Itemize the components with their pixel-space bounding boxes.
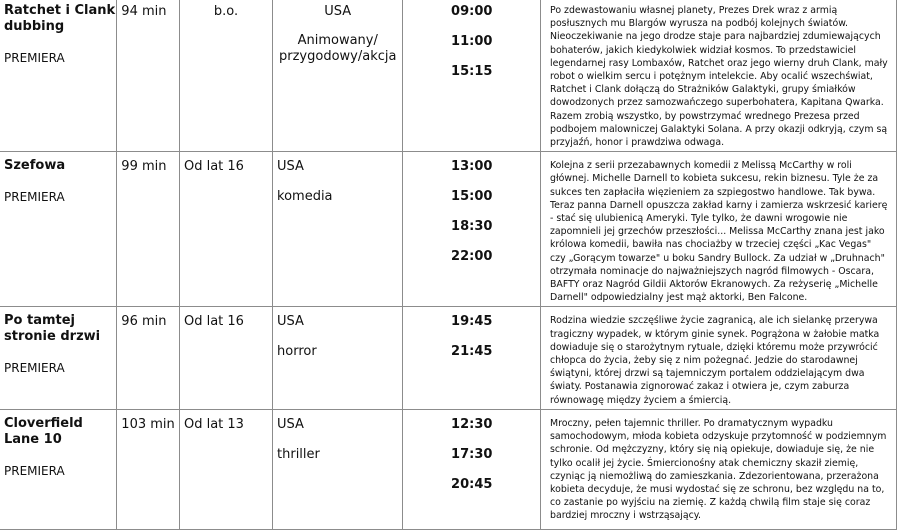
showtime[interactable]: 20:45	[451, 476, 493, 492]
showtime[interactable]: 13:00	[451, 159, 493, 175]
movie-country: USA	[324, 4, 352, 19]
age-cell	[179, 152, 272, 307]
showtime[interactable]: 15:15	[451, 64, 493, 79]
showtime[interactable]: 19:45	[451, 314, 493, 330]
showtime[interactable]: 18:30	[451, 219, 493, 235]
age-rating: b.o.	[213, 4, 239, 19]
title-cell	[0, 307, 117, 409]
genre-cell	[273, 0, 403, 152]
movie-duration: 103 min	[121, 416, 175, 432]
movie-duration: 99 min	[121, 159, 167, 175]
age-rating: Od lat 13	[183, 416, 244, 432]
showtimes-cell	[403, 307, 541, 409]
premiere-label: PREMIERA	[4, 190, 65, 205]
showtime[interactable]: 09:00	[451, 4, 493, 19]
movie-genre: thriller	[277, 446, 320, 462]
showtimes-cell	[403, 152, 541, 307]
movie-country: USA	[277, 314, 304, 330]
showtime[interactable]: 22:00	[451, 249, 493, 265]
genre-cell	[273, 409, 403, 529]
age-rating: Od lat 16	[183, 159, 244, 175]
movie-genre: Animowany/ przygodowy/akcja	[279, 33, 397, 64]
movie-description: Rodzina wiedzie szczęśliwe życie zagranicą, ale ich sielankę przerywa tragiczny wypadek, w którym ginie synek. Pogrążona w żałobie matka dowiaduje się o starożytnym rytuale, dzięki któremu może przywrócić chłopca do życia, żeby się z nim pożegnać. Jedzie do starodawnej świątyni, której drzwi są tajemniczym portalem oddzielającym dwa światy. Postanawia zignorować zakaz i otwiera je, czym zaburza równowagę między życiem a śmiercią.	[550, 315, 880, 406]
movie-row	[0, 409, 897, 529]
description-cell	[541, 152, 897, 307]
movie-duration: 96 min	[121, 314, 167, 330]
movie-description: Po zdewastowaniu własnej planety, Prezes Drek wraz z armią posłusznych mu Blargów wyrusza na podbój kolejnych światów. Nieoczekiwanie na jego drodze staje para najbardziej zdumiewających bohaterów, jakich kiedykolwiek widział kosmos. To przedstawiciel legendarnej rasy Lombaxów, Ratchet oraz jego wierny druh Clank, mały robot o wielkim sercu i potężnym intelekcie. Aby ocalić wszechświat, Ratchet i Clank dołączą do Strażników Galaktyki, grupy śmiałków dowodzonych przez samozwańczego superbohatera, Kapitana Qwarka. Razem zrobią wszystko, by powstrzymać wrednego Prezesa przed podbojem malowniczej Galaktyki Solana. A przy okazji odkryją, czym są przyjaźń, honor i prawdziwa odwaga.	[550, 5, 888, 149]
showtime[interactable]: 12:30	[451, 416, 493, 432]
age-rating: Od lat 16	[183, 314, 244, 330]
showtimes-cell	[403, 409, 541, 529]
showtime[interactable]: 15:00	[451, 189, 493, 205]
age-cell	[179, 0, 272, 152]
movie-title: Po tamtej stronie drzwi	[4, 313, 101, 345]
movie-row	[0, 307, 897, 409]
movie-genre: komedia	[277, 189, 333, 205]
movie-description: Mroczny, pełen tajemnic thriller. Po dramatycznym wypadku samochodowym, młoda kobieta odzyskuje przytomność w podziemnym schronie. Od mężczyzny, który się nią opiekuje, dowiaduje się, że nie tylko ocalił jej życie. Śmiercionośny atak chemiczny skaził ziemię, czyniąc ją niemożliwą do zamieszkania. Zdezorientowana, przerażona kobieta decyduje, że musi wydostać się ze schronu, bez względu na to, co zastanie po wyjściu na ziemię. Z każdą chwilą film staje się coraz bardziej mroczny i wstrząsający.	[550, 417, 887, 522]
premiere-label: PREMIERA	[4, 463, 65, 478]
description-cell	[541, 409, 897, 529]
duration-cell	[117, 409, 180, 529]
title-cell	[0, 152, 117, 307]
movie-duration: 94 min	[121, 4, 167, 19]
premiere-label: PREMIERA	[4, 361, 65, 376]
duration-cell	[117, 307, 180, 409]
description-cell	[541, 307, 897, 409]
duration-cell	[117, 152, 180, 307]
movie-title: Ratchet i Clank dubbing	[4, 3, 116, 34]
movie-description: Kolejna z serii przezabawnych komedii z Melissą McCarthy w roli głównej. Michelle Darnell to kobieta sukcesu, rekin biznesu. Tyle że za sukces ten zapłaciła więzieniem za szpiegostwo handlowe. Tak bywa. Teraz panna Darnell opuszcza zakład karny i zamierza wskrzesić karierę - stać się ulubienicą Ameryki. Tyle tylko, że dawni wrogowie nie zapomnieli jej grzechów przeszłości... Melissa McCarthy znana jest jako królowa komedii, bawiła nas chociażby w trzeciej części „Kac Vegas" czy „Gorącym towarze" u boku Sandry Bullock. Za udział w „Druhnach" otrzymała nominacje do najważniejszych nagród filmowych - Oscara, BAFTY oraz Nagród Gildii Aktorów Ekranowych. Za reżyserię „Michelle Darnell" odpowiedzialny jest mąż aktorki, Ben Falcone.	[550, 160, 888, 304]
genre-cell	[273, 307, 403, 409]
movie-row	[0, 152, 897, 307]
title-cell	[0, 409, 117, 529]
showtimes-cell	[403, 0, 541, 152]
movie-row	[0, 0, 897, 152]
showtime[interactable]: 11:00	[451, 34, 493, 49]
movie-country: USA	[277, 159, 304, 175]
duration-cell	[117, 0, 180, 152]
movie-title: Szefowa	[4, 158, 66, 174]
description-cell	[541, 0, 897, 152]
genre-cell	[273, 152, 403, 307]
showtime[interactable]: 21:45	[451, 344, 493, 360]
movie-genre: horror	[277, 344, 317, 360]
showtime[interactable]: 17:30	[451, 446, 493, 462]
age-cell	[179, 307, 272, 409]
title-cell	[0, 0, 117, 152]
premiere-label: PREMIERA	[4, 51, 65, 65]
age-cell	[179, 409, 272, 529]
movie-title: Cloverfield Lane 10	[4, 415, 83, 447]
movie-country: USA	[277, 416, 304, 432]
